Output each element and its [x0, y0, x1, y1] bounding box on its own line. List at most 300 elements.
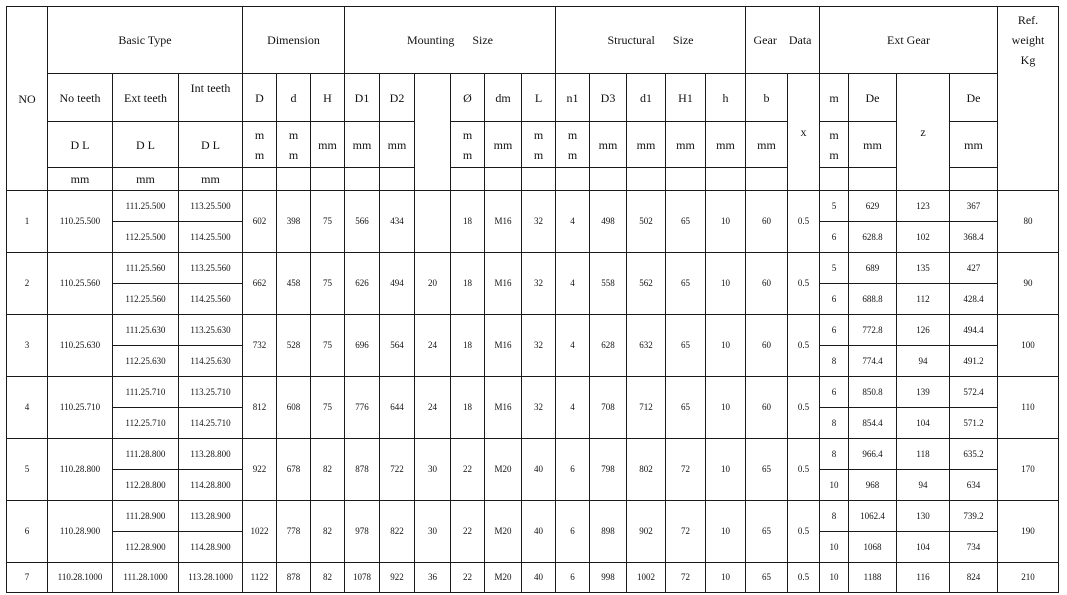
header-col-D3: D3 [590, 74, 627, 122]
cell-h1: 72 [666, 501, 706, 563]
cell-l: 40 [522, 563, 556, 593]
cell-phi: 18 [451, 377, 485, 439]
cell-h1: 65 [666, 253, 706, 315]
header-row-groups [7, 7, 1059, 74]
cell-h: 75 [311, 315, 345, 377]
header-col-h: h [706, 74, 746, 122]
blank-cell [849, 168, 897, 191]
unit-L [522, 122, 556, 168]
cell-no-teeth: 110.28.800 [48, 439, 113, 501]
cell-m: 8 [820, 346, 849, 377]
cell-ref-weight: 100 [998, 315, 1059, 377]
unit-D1: mm [345, 122, 380, 168]
cell-n: 30 [415, 501, 451, 563]
blank-cell [950, 168, 998, 191]
cell-ext-teeth: 111.28.800 [113, 439, 179, 470]
unit-H: mm [311, 122, 345, 168]
header-col-z: z [897, 74, 950, 191]
cell-de: 628.8 [849, 222, 897, 253]
table-row [7, 377, 1059, 408]
unit-m-char: m [254, 127, 265, 142]
blank-cell [451, 168, 485, 191]
cell-d1: 626 [345, 253, 380, 315]
cell-z: 112 [897, 284, 950, 315]
cell-l: 32 [522, 191, 556, 253]
cell-d1: 562 [627, 253, 666, 315]
unit-De: mm [849, 122, 897, 168]
unit-b: mm [746, 122, 788, 168]
cell-m: 8 [820, 501, 849, 532]
cell-m: 5 [820, 191, 849, 222]
cell-z: 139 [897, 377, 950, 408]
row-no: 3 [7, 315, 48, 377]
table-row [7, 315, 1059, 346]
cell-de-int: 427 [950, 253, 998, 284]
header-int-teeth-dl: D L [179, 122, 243, 168]
cell-x: 0.5 [788, 253, 820, 315]
table-row [7, 253, 1059, 284]
cell-h: 82 [311, 439, 345, 501]
cell-z: 118 [897, 439, 950, 470]
cell-d: 1122 [243, 563, 277, 593]
cell-d1: 878 [345, 439, 380, 501]
header-ext-teeth: Ext teeth [113, 74, 179, 122]
cell-d: 608 [277, 377, 311, 439]
header-int-teeth: Int teeth [179, 74, 243, 122]
cell-de-int: 634 [950, 470, 998, 501]
cell-de: 688.8 [849, 284, 897, 315]
cell-no-teeth: 110.28.900 [48, 501, 113, 563]
cell-de: 774.4 [849, 346, 897, 377]
unit-m-char: m [567, 147, 578, 162]
header-col-D1: D1 [345, 74, 380, 122]
blank-cell [345, 168, 380, 191]
cell-m: 6 [820, 222, 849, 253]
row-no: 6 [7, 501, 48, 563]
cell-h: 10 [706, 315, 746, 377]
cell-b: 60 [746, 315, 788, 377]
cell-de-int: 368.4 [950, 222, 998, 253]
cell-d: 528 [277, 315, 311, 377]
cell-d2: 564 [380, 315, 415, 377]
cell-de-int: 428.4 [950, 284, 998, 315]
cell-d: 1022 [243, 501, 277, 563]
cell-de: 1188 [849, 563, 897, 593]
row-no: 7 [7, 563, 48, 593]
blank-cell [311, 168, 345, 191]
cell-phi: 22 [451, 563, 485, 593]
cell-m: 6 [820, 315, 849, 346]
header-col-H1: H1 [666, 74, 706, 122]
cell-n1: 6 [556, 439, 590, 501]
cell-no-teeth: 110.25.710 [48, 377, 113, 439]
header-mounting-word: Mounting [406, 33, 455, 47]
cell-x: 0.5 [788, 377, 820, 439]
cell-d3: 898 [590, 501, 627, 563]
header-col-d: d [277, 74, 311, 122]
header-row-symbols [7, 74, 1059, 122]
cell-m: 6 [820, 284, 849, 315]
cell-d1: 1002 [627, 563, 666, 593]
cell-d1: 776 [345, 377, 380, 439]
cell-ref-weight: 90 [998, 253, 1059, 315]
cell-int-teeth: 114.28.900 [179, 532, 243, 563]
header-structural-size-word: Size [672, 33, 694, 47]
unit-d [277, 122, 311, 168]
cell-phi: 18 [451, 315, 485, 377]
cell-l: 32 [522, 315, 556, 377]
cell-d: 922 [243, 439, 277, 501]
cell-l: 40 [522, 501, 556, 563]
cell-de-int: 367 [950, 191, 998, 222]
cell-d1: 802 [627, 439, 666, 501]
cell-int-teeth: 113.28.800 [179, 439, 243, 470]
cell-de-int: 824 [950, 563, 998, 593]
cell-ext-teeth: 111.25.500 [113, 191, 179, 222]
cell-no-teeth: 110.28.1000 [48, 563, 113, 593]
cell-d: 602 [243, 191, 277, 253]
cell-d: 458 [277, 253, 311, 315]
cell-z: 94 [897, 470, 950, 501]
blank-cell [556, 168, 590, 191]
cell-ext-teeth: 111.28.900 [113, 501, 179, 532]
cell-m: 6 [820, 377, 849, 408]
cell-l: 32 [522, 253, 556, 315]
header-mounting-size-word: Size [472, 33, 493, 47]
unit-int-teeth: mm [179, 168, 243, 191]
header-col-phi: Ø [451, 74, 485, 122]
cell-z: 104 [897, 408, 950, 439]
cell-h: 75 [311, 377, 345, 439]
cell-h1: 72 [666, 563, 706, 593]
cell-ext-teeth: 112.25.710 [113, 408, 179, 439]
unit-D2: mm [380, 122, 415, 168]
header-no-teeth: No teeth [48, 74, 113, 122]
cell-h1: 65 [666, 377, 706, 439]
cell-x: 0.5 [788, 439, 820, 501]
header-gear-word: Gear [753, 33, 777, 47]
cell-m: 8 [820, 408, 849, 439]
unit-m-char: m [533, 127, 544, 142]
unit-d1: mm [627, 122, 666, 168]
header-col-d1: d1 [627, 74, 666, 122]
header-col-L: L [522, 74, 556, 122]
blank-cell [706, 168, 746, 191]
cell-d1: 978 [345, 501, 380, 563]
table-row [7, 191, 1059, 222]
cell-n1: 6 [556, 501, 590, 563]
cell-int-teeth: 113.28.1000 [179, 563, 243, 593]
cell-h: 10 [706, 563, 746, 593]
blank-cell [380, 168, 415, 191]
row-no: 1 [7, 191, 48, 253]
cell-de-int: 491.2 [950, 346, 998, 377]
header-col-n1: n1 [556, 74, 590, 122]
cell-h: 10 [706, 253, 746, 315]
unit-H1: mm [666, 122, 706, 168]
cell-de: 968 [849, 470, 897, 501]
cell-d3: 628 [590, 315, 627, 377]
blank-cell [666, 168, 706, 191]
cell-de: 1062.4 [849, 501, 897, 532]
cell-d3: 998 [590, 563, 627, 593]
unit-D [243, 122, 277, 168]
unit-D3: mm [590, 122, 627, 168]
cell-h: 10 [706, 501, 746, 563]
cell-de-int: 734 [950, 532, 998, 563]
cell-de: 854.4 [849, 408, 897, 439]
cell-n: 24 [415, 315, 451, 377]
header-structural-word: Structural [607, 33, 655, 47]
unit-m-char: m [288, 127, 299, 142]
cell-n: 24 [415, 377, 451, 439]
slewing-bearing-spec-table [6, 6, 1059, 593]
cell-ref-weight: 170 [998, 439, 1059, 501]
cell-d: 812 [243, 377, 277, 439]
row-no: 2 [7, 253, 48, 315]
cell-b: 65 [746, 563, 788, 593]
cell-dm: M16 [485, 191, 522, 253]
row-no: 5 [7, 439, 48, 501]
cell-d1: 712 [627, 377, 666, 439]
cell-h: 10 [706, 377, 746, 439]
unit-phi [451, 122, 485, 168]
unit-m-char: m [288, 147, 299, 162]
cell-h: 10 [706, 191, 746, 253]
cell-z: 130 [897, 501, 950, 532]
cell-dm: M20 [485, 439, 522, 501]
cell-de-int: 571.2 [950, 408, 998, 439]
cell-de: 629 [849, 191, 897, 222]
blank-cell [277, 168, 311, 191]
cell-z: 126 [897, 315, 950, 346]
cell-de-int: 572.4 [950, 377, 998, 408]
cell-h: 82 [311, 563, 345, 593]
cell-z: 116 [897, 563, 950, 593]
header-basic-type: Basic Type [48, 7, 243, 74]
blank-cell [522, 168, 556, 191]
cell-de-int: 494.4 [950, 315, 998, 346]
blank-cell [485, 168, 522, 191]
cell-ref-weight: 110 [998, 377, 1059, 439]
cell-h1: 65 [666, 315, 706, 377]
unit-h: mm [706, 122, 746, 168]
header-col-De-int: De [950, 74, 998, 122]
cell-z: 104 [897, 532, 950, 563]
cell-dm: M16 [485, 377, 522, 439]
cell-de: 1068 [849, 532, 897, 563]
cell-de: 966.4 [849, 439, 897, 470]
unit-m-char: m [829, 127, 839, 142]
cell-m: 10 [820, 532, 849, 563]
header-col-n-blank [415, 74, 451, 191]
cell-d2: 822 [380, 501, 415, 563]
cell-dm: M16 [485, 253, 522, 315]
cell-int-teeth: 113.25.500 [179, 191, 243, 222]
unit-m-char: m [533, 147, 544, 162]
cell-z: 102 [897, 222, 950, 253]
cell-int-teeth: 114.25.630 [179, 346, 243, 377]
unit-m [820, 122, 849, 168]
cell-z: 135 [897, 253, 950, 284]
row-no: 4 [7, 377, 48, 439]
cell-d2: 494 [380, 253, 415, 315]
header-structural-size [556, 7, 746, 74]
cell-dm: M20 [485, 563, 522, 593]
header-col-m: m [820, 74, 849, 122]
cell-d2: 722 [380, 439, 415, 501]
cell-ext-teeth: 111.25.630 [113, 315, 179, 346]
cell-d2: 434 [380, 191, 415, 253]
cell-b: 60 [746, 191, 788, 253]
cell-h1: 72 [666, 439, 706, 501]
unit-m-char: m [567, 127, 578, 142]
cell-d: 778 [277, 501, 311, 563]
header-gear-data [746, 7, 820, 74]
header-col-dm: dm [485, 74, 522, 122]
cell-l: 40 [522, 439, 556, 501]
cell-d3: 498 [590, 191, 627, 253]
cell-phi: 18 [451, 191, 485, 253]
cell-m: 5 [820, 253, 849, 284]
cell-int-teeth: 114.25.560 [179, 284, 243, 315]
cell-int-teeth: 114.28.800 [179, 470, 243, 501]
cell-n1: 4 [556, 253, 590, 315]
cell-h1: 65 [666, 191, 706, 253]
unit-m-char: m [254, 147, 265, 162]
cell-ext-teeth: 112.25.630 [113, 346, 179, 377]
unit-m-char: m [462, 127, 473, 142]
cell-h: 75 [311, 253, 345, 315]
cell-b: 65 [746, 501, 788, 563]
cell-d: 398 [277, 191, 311, 253]
unit-De-int: mm [950, 122, 998, 168]
header-dimension: Dimension [243, 7, 345, 74]
cell-phi: 22 [451, 439, 485, 501]
header-col-H: H [311, 74, 345, 122]
cell-x: 0.5 [788, 315, 820, 377]
table-row [7, 439, 1059, 470]
cell-no-teeth: 110.25.630 [48, 315, 113, 377]
cell-de: 850.8 [849, 377, 897, 408]
cell-m: 8 [820, 439, 849, 470]
cell-d1: 502 [627, 191, 666, 253]
cell-n1: 6 [556, 563, 590, 593]
cell-de-int: 739.2 [950, 501, 998, 532]
cell-de: 689 [849, 253, 897, 284]
cell-h: 10 [706, 439, 746, 501]
cell-ref-weight: 80 [998, 191, 1059, 253]
cell-n: 30 [415, 439, 451, 501]
unit-ext-teeth: mm [113, 168, 179, 191]
header-no-teeth-dl: D L [48, 122, 113, 168]
cell-n [415, 191, 451, 253]
cell-m: 10 [820, 470, 849, 501]
cell-ext-teeth: 112.28.900 [113, 532, 179, 563]
header-ext-teeth-dl: D L [113, 122, 179, 168]
cell-d1: 696 [345, 315, 380, 377]
spec-sheet [6, 6, 1059, 593]
header-ref-weight [998, 7, 1059, 191]
cell-d1: 902 [627, 501, 666, 563]
cell-int-teeth: 113.25.710 [179, 377, 243, 408]
cell-d: 678 [277, 439, 311, 501]
cell-d3: 708 [590, 377, 627, 439]
blank-cell [590, 168, 627, 191]
header-no: NO [7, 7, 48, 191]
unit-n1 [556, 122, 590, 168]
cell-b: 60 [746, 253, 788, 315]
unit-m-char: m [829, 147, 839, 162]
header-mounting-size [345, 7, 556, 74]
header-col-D2: D2 [380, 74, 415, 122]
header-ref-weight-line3: Kg [1020, 53, 1036, 67]
cell-ext-teeth: 112.25.560 [113, 284, 179, 315]
cell-n: 36 [415, 563, 451, 593]
unit-dm: mm [485, 122, 522, 168]
table-row [7, 563, 1059, 593]
cell-d1: 566 [345, 191, 380, 253]
cell-n1: 4 [556, 377, 590, 439]
cell-int-teeth: 114.25.500 [179, 222, 243, 253]
header-ref-weight-line2: weight [1011, 33, 1045, 47]
header-col-b: b [746, 74, 788, 122]
cell-ext-teeth: 111.25.710 [113, 377, 179, 408]
unit-m-char: m [462, 147, 473, 162]
cell-l: 32 [522, 377, 556, 439]
blank-cell [627, 168, 666, 191]
cell-d2: 644 [380, 377, 415, 439]
cell-h: 82 [311, 501, 345, 563]
cell-x: 0.5 [788, 563, 820, 593]
cell-z: 123 [897, 191, 950, 222]
header-col-De: De [849, 74, 897, 122]
cell-ext-teeth: 111.28.1000 [113, 563, 179, 593]
blank-cell [746, 168, 788, 191]
cell-no-teeth: 110.25.560 [48, 253, 113, 315]
blank-cell [243, 168, 277, 191]
cell-phi: 22 [451, 501, 485, 563]
cell-dm: M20 [485, 501, 522, 563]
cell-d3: 558 [590, 253, 627, 315]
cell-z: 94 [897, 346, 950, 377]
cell-ext-teeth: 112.25.500 [113, 222, 179, 253]
cell-int-teeth: 113.25.630 [179, 315, 243, 346]
header-ext-gear: Ext Gear [820, 7, 998, 74]
cell-d1: 632 [627, 315, 666, 377]
cell-n1: 4 [556, 315, 590, 377]
cell-int-teeth: 113.25.560 [179, 253, 243, 284]
cell-n1: 4 [556, 191, 590, 253]
cell-dm: M16 [485, 315, 522, 377]
cell-d1: 1078 [345, 563, 380, 593]
cell-int-teeth: 113.28.900 [179, 501, 243, 532]
cell-de-int: 635.2 [950, 439, 998, 470]
unit-no-teeth: mm [48, 168, 113, 191]
cell-b: 65 [746, 439, 788, 501]
cell-ref-weight: 210 [998, 563, 1059, 593]
cell-no-teeth: 110.25.500 [48, 191, 113, 253]
header-ref-weight-line1: Ref. [1017, 13, 1039, 27]
cell-int-teeth: 114.25.710 [179, 408, 243, 439]
cell-ref-weight: 190 [998, 501, 1059, 563]
header-col-x: x [788, 74, 820, 191]
blank-cell [820, 168, 849, 191]
cell-m: 10 [820, 563, 849, 593]
table-row [7, 501, 1059, 532]
cell-phi: 18 [451, 253, 485, 315]
header-data-word: Data [788, 33, 812, 47]
